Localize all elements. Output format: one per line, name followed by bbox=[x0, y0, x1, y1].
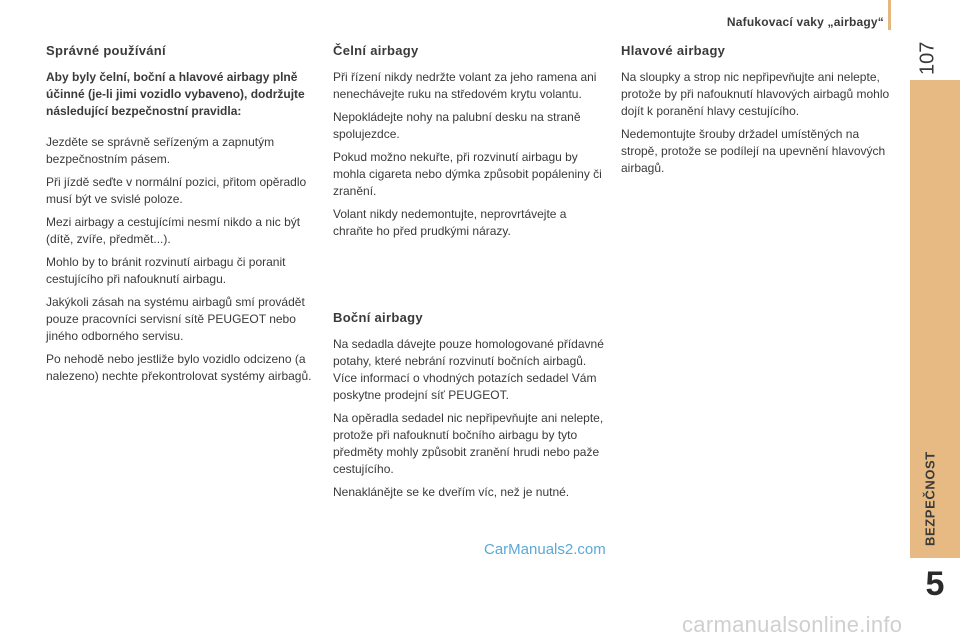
column-side-airbags bbox=[333, 309, 605, 501]
header-accent-rule bbox=[888, 0, 891, 30]
watermark-carmanualsonline[interactable]: carmanualsonline.info bbox=[682, 612, 903, 637]
paragraph: Na opěradla sedadel nic nepřipevňujte ani nelepte, protože při nafouknutí bočního airbagu by tyto předměty mohly způsobit zranění hrudi nebo paže cestujícího. bbox=[333, 411, 604, 476]
section-heading-side-airbags: Boční airbagy bbox=[333, 310, 423, 325]
column-correct-use bbox=[46, 42, 318, 385]
column-head-airbags bbox=[621, 42, 893, 177]
paragraph: Nedemontujte šrouby držadel umístěných na stropě, protože se podílejí na upevnění hlavových airbagů. bbox=[621, 127, 886, 175]
chapter-tab-label: BEZPEČNOST bbox=[922, 451, 938, 547]
intro-lead-text: Aby byly čelní, boční a hlavové airbagy plně účinné (je-li jimi vozidlo vybaveno), dodržujte následující bezpečnostní pravidla: bbox=[46, 70, 305, 118]
paragraph: Volant nikdy nedemontujte, neprovrtávejte a chraňte ho před prudkými nárazy. bbox=[333, 207, 567, 238]
paragraph: Při jízdě seďte v normální pozici, přitom opěradlo musí být ve svislé poloze. bbox=[46, 175, 307, 206]
paragraph: Na sedadla dávejte pouze homologované přídavné potahy, které nebrání rozvinutí bočních airbagů. Více informací o vhodných potazích sedadel Vám poskytne prodejní síť PEUGEOT. bbox=[333, 337, 604, 402]
paragraph: Jezděte se správně seřízeným a zapnutým bezpečnostním pásem. bbox=[46, 135, 275, 166]
section-heading-correct-use: Správné používání bbox=[46, 43, 166, 58]
chapter-number: 5 bbox=[925, 564, 945, 603]
paragraph: Mezi airbagy a cestujícími nesmí nikdo a nic být (dítě, zvíře, předmět...). bbox=[46, 215, 301, 246]
paragraph: Pokud možno nekuřte, při rozvinutí airbagu by mohla cigareta nebo dýmka způsobit popáleniny či zranění. bbox=[333, 150, 602, 198]
paragraph: Jakýkoli zásah na systému airbagů smí provádět pouze pracovníci servisní sítě PEUGEOT nebo jiného odborného servisu. bbox=[46, 295, 305, 343]
running-header-title: Nafukovací vaky „airbagy“ bbox=[726, 15, 884, 29]
watermark-carmanuals2[interactable]: CarManuals2.com bbox=[484, 541, 606, 558]
page-number: 107 bbox=[916, 41, 939, 75]
paragraph: Nenaklánějte se ke dveřím víc, než je nutné. bbox=[333, 485, 570, 499]
paragraph: Na sloupky a strop nic nepřipevňujte ani nelepte, protože by při nafouknutí hlavových airbagů mohlo dojít k poranění hlavy cestujícího. bbox=[621, 70, 890, 118]
paragraph: Mohlo by to bránit rozvinutí airbagu či poranit cestujícího při nafouknutí airbagu. bbox=[46, 255, 286, 286]
paragraph: Po nehodě nebo jestliže bylo vozidlo odcizeno (a nalezeno) nechte překontrolovat systémy airbagů. bbox=[46, 352, 312, 383]
column-front-airbags bbox=[333, 42, 605, 240]
paragraph: Při řízení nikdy nedržte volant za jeho ramena ani nenechávejte ruku na středovém krytu volantu. bbox=[333, 70, 597, 101]
section-heading-head-airbags: Hlavové airbagy bbox=[621, 43, 726, 58]
section-heading-front-airbags: Čelní airbagy bbox=[333, 43, 419, 58]
paragraph: Nepokládejte nohy na palubní desku na straně spolujezdce. bbox=[333, 110, 581, 141]
